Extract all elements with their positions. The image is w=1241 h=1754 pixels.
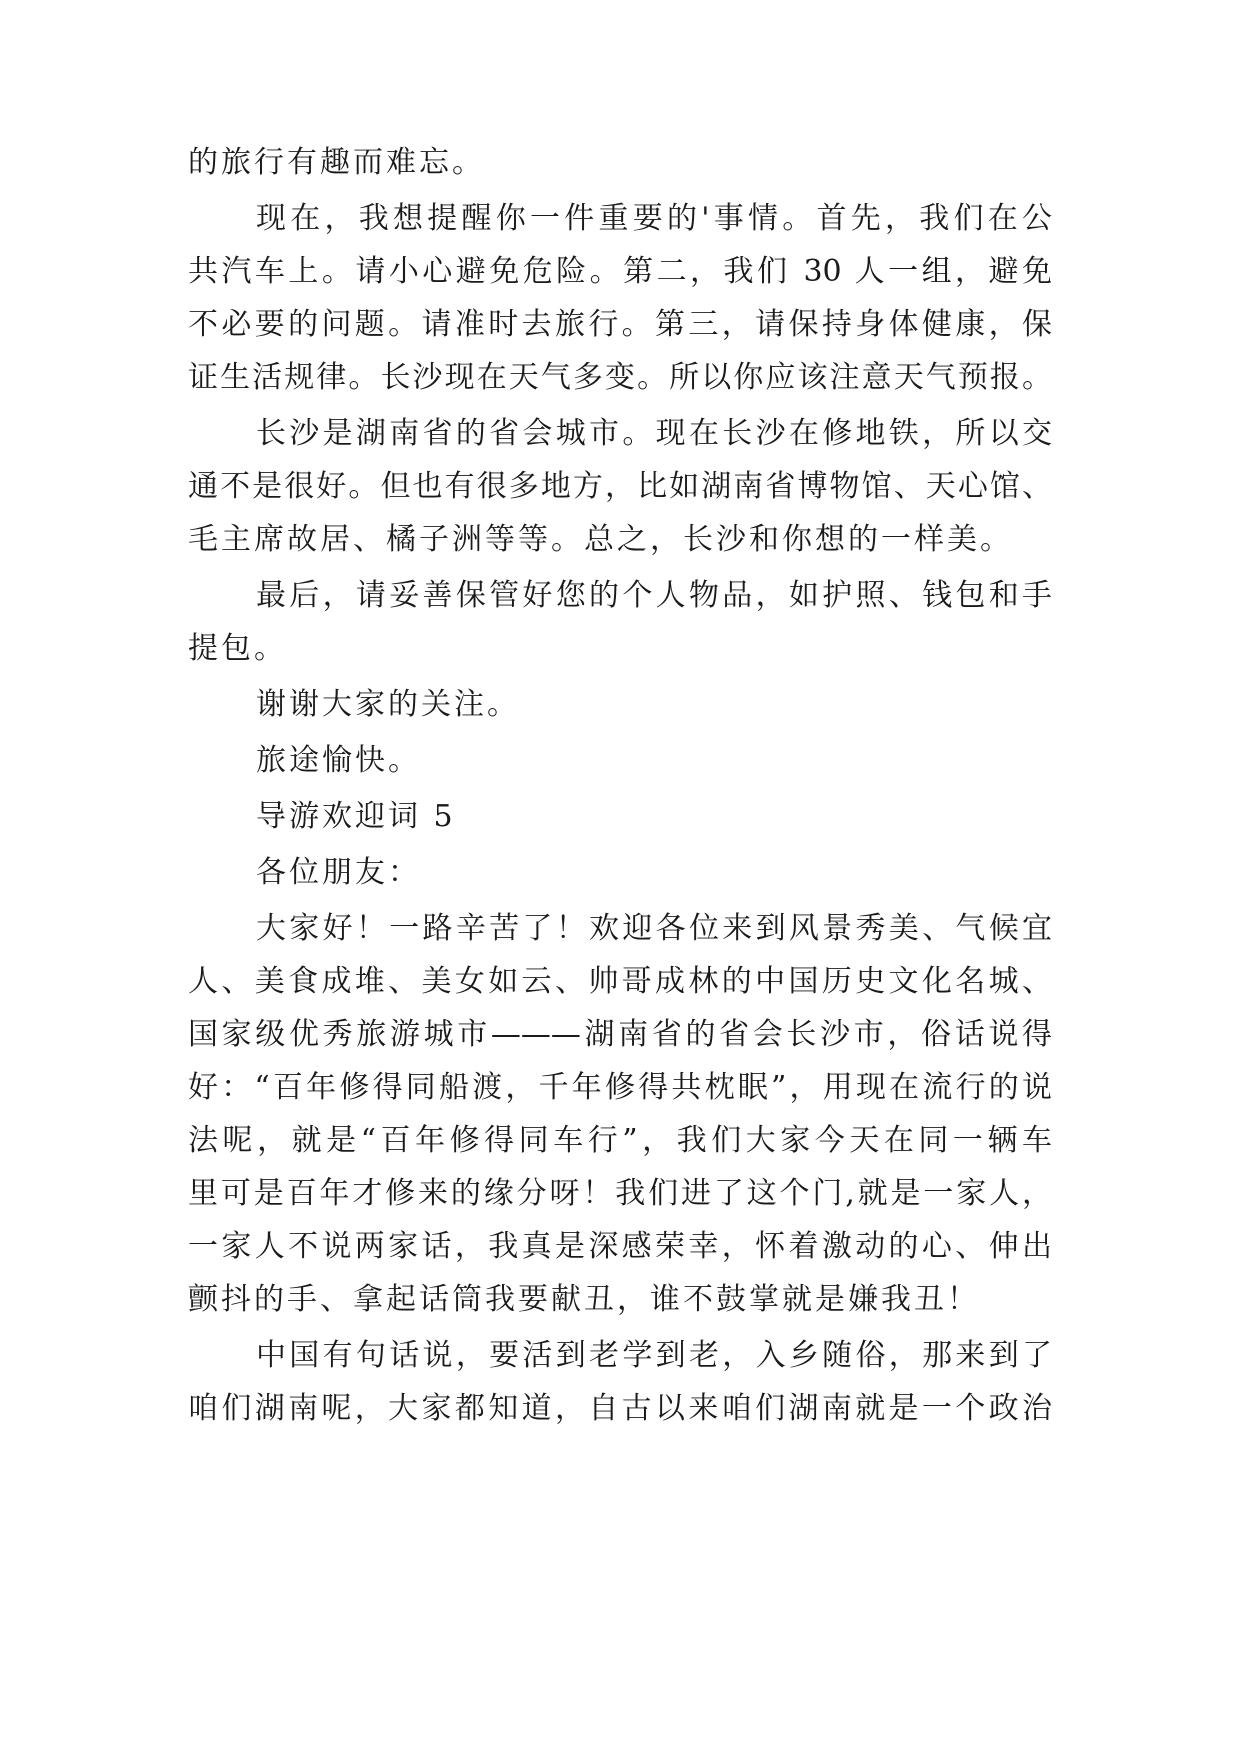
text-line: 里可是百年才修来的缘分呀！我们进了这个门,就是一家人，: [188, 1176, 1052, 1211]
text-line: 中国有句话说，要活到老学到老，入乡随俗，那来到了: [256, 1338, 1052, 1373]
text-line: 通不是很好。但也有很多地方，比如湖南省博物馆、天心馆、: [188, 469, 1052, 504]
text-line: 的旅行有趣而难忘。: [188, 145, 485, 180]
text-line: 咱们湖南呢，大家都知道，自古以来咱们湖南就是一个政治: [188, 1391, 1052, 1426]
text-line: 现在，我想提醒你一件重要的'事情。首先，我们在公: [256, 201, 1052, 236]
section-heading: 导游欢迎词 5: [256, 799, 456, 834]
text-line: 各位朋友：: [256, 855, 421, 890]
text-line: 不必要的问题。请准时去旅行。第三，请保持身体健康，保: [188, 307, 1052, 342]
text-line: 最后，请妥善保管好您的个人物品，如护照、钱包和手: [256, 578, 1052, 613]
text-line: 旅途愉快。: [256, 743, 421, 778]
text-line: 一家人不说两家话，我真是深感荣幸，怀着激动的心、伸出: [188, 1229, 1052, 1264]
text-line: 人、美食成堆、美女如云、帅哥成林的中国历史文化名城、: [188, 964, 1052, 999]
text-line: 颤抖的手、拿起话筒我要献丑，谁不鼓掌就是嫌我丑！: [188, 1282, 980, 1317]
text-line: 证生活规律。长沙现在天气多变。所以你应该注意天气预报。: [188, 360, 1052, 395]
text-line: 毛主席故居、橘子洲等等。总之，长沙和你想的一样美。: [188, 522, 1013, 557]
text-line: 大家好！一路辛苦了！欢迎各位来到风景秀美、气候宜: [256, 911, 1052, 946]
text-line: 法呢，就是“百年修得同车行”，我们大家今天在同一辆车: [188, 1123, 1052, 1158]
text-line: 好：“百年修得同船渡，千年修得共枕眠”，用现在流行的说: [188, 1070, 1052, 1105]
text-line: 国家级优秀旅游城市———湖南省的省会长沙市，俗话说得: [188, 1017, 1052, 1052]
text-line: 长沙是湖南省的省会城市。现在长沙在修地铁，所以交: [256, 416, 1052, 451]
text-line: 共汽车上。请小心避免危险。第二，我们 30 人一组，避免: [188, 254, 1052, 289]
text-line: 谢谢大家的关注。: [256, 687, 520, 722]
text-line: 提包。: [188, 631, 287, 666]
